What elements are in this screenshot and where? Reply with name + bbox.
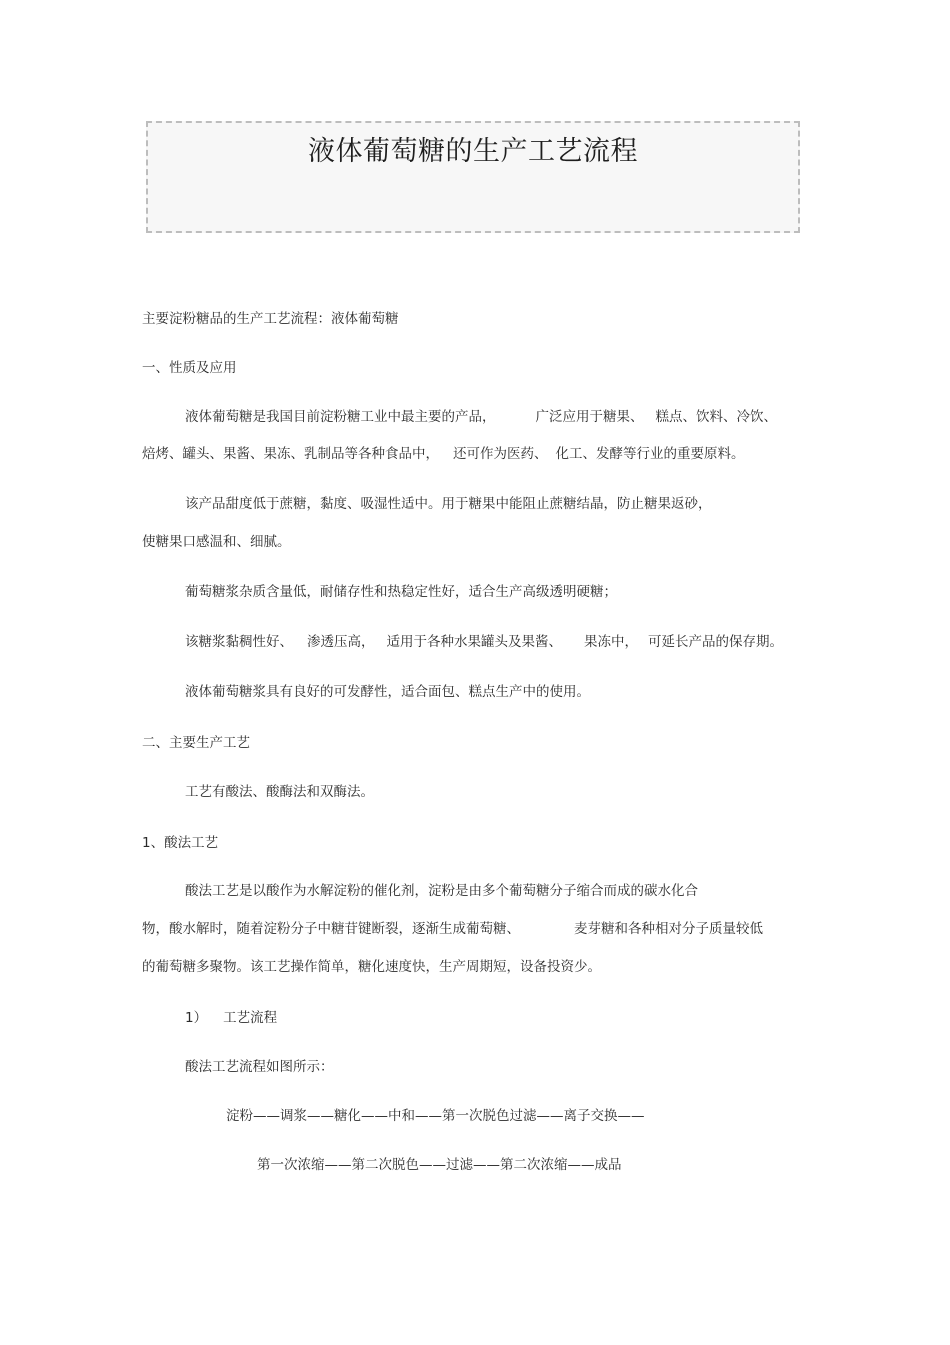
- section-2-paragraph-1: 工艺有酸法、酸酶法和双酶法。: [185, 784, 374, 800]
- text-segment: 焙烤、罐头、果酱、果冻、乳制品等各种食品中，: [142, 446, 439, 462]
- section-2-paragraph-2-line-3: 的葡萄糖多聚物。该工艺操作简单，糖化速度快，生产周期短，设备投资少。: [142, 959, 601, 975]
- text-segment: 该糖浆黏稠性好、: [185, 634, 293, 650]
- paragraph-2-line-1: 该产品甜度低于蔗糖，黏度、吸湿性适中。用于糖果中能阻止蔗糖结晶，防止糖果返砂，: [185, 496, 712, 512]
- subsection-heading: 1、酸法工艺: [142, 835, 219, 851]
- list-item-label: 工艺流程: [223, 1010, 278, 1026]
- section-1-heading: 一、性质及应用: [142, 360, 237, 376]
- document-title: 液体葡萄糖的生产工艺流程: [308, 136, 638, 167]
- section-2-heading: 二、主要生产工艺: [142, 735, 250, 751]
- text-segment: 果冻中，: [584, 634, 638, 650]
- paragraph-1-line-1: [185, 408, 777, 426]
- paragraph-4: [185, 633, 783, 651]
- text-segment: 还可作为医药、: [453, 446, 548, 462]
- text-segment: 广泛应用于糖果、: [535, 409, 644, 425]
- title-box: [146, 121, 800, 233]
- list-item: [185, 1009, 277, 1027]
- text-segment: 适用于各种水果罐头及果酱、: [386, 634, 562, 650]
- text-segment: 化工、发酵等行业的重要原料。: [555, 446, 745, 462]
- process-flow-line-2: 第一次浓缩——第二次脱色——过滤——第二次浓缩——成品: [257, 1157, 622, 1173]
- paragraph-1-line-2: [142, 445, 745, 463]
- section-2-paragraph-3: 酸法工艺流程如图所示：: [185, 1059, 334, 1075]
- section-2-paragraph-2-line-1: 酸法工艺是以酸作为水解淀粉的催化剂，淀粉是由多个葡萄糖分子缩合而成的碳水化合: [185, 883, 698, 899]
- paragraph-5: 液体葡萄糖浆具有良好的可发酵性，适合面包、糕点生产中的使用。: [185, 684, 590, 700]
- text-segment: 麦芽糖和各种相对分子质量较低: [574, 921, 763, 937]
- paragraph-3: 葡萄糖浆杂质含量低，耐储存性和热稳定性好，适合生产高级透明硬糖；: [185, 584, 617, 600]
- paragraph-2-line-2: 使糖果口感温和、细腻。: [142, 534, 291, 550]
- list-item-number: 1）: [185, 1010, 208, 1026]
- process-flow-line-1: 淀粉——调浆——糖化——中和——第一次脱色过滤——离子交换——: [226, 1108, 645, 1124]
- text-segment: 糕点、饮料、冷饮、: [655, 409, 777, 425]
- text-segment: 可延长产品的保存期。: [648, 634, 783, 650]
- text-segment: 液体葡萄糖是我国目前淀粉糖工业中最主要的产品，: [185, 409, 496, 425]
- subtitle: 主要淀粉糖品的生产工艺流程：液体葡萄糖: [142, 311, 399, 327]
- section-2-paragraph-2-line-2: [142, 920, 763, 938]
- text-segment: 物，酸水解时，随着淀粉分子中糖苷键断裂，逐渐生成葡萄糖、: [142, 921, 520, 937]
- text-segment: 渗透压高，: [307, 634, 375, 650]
